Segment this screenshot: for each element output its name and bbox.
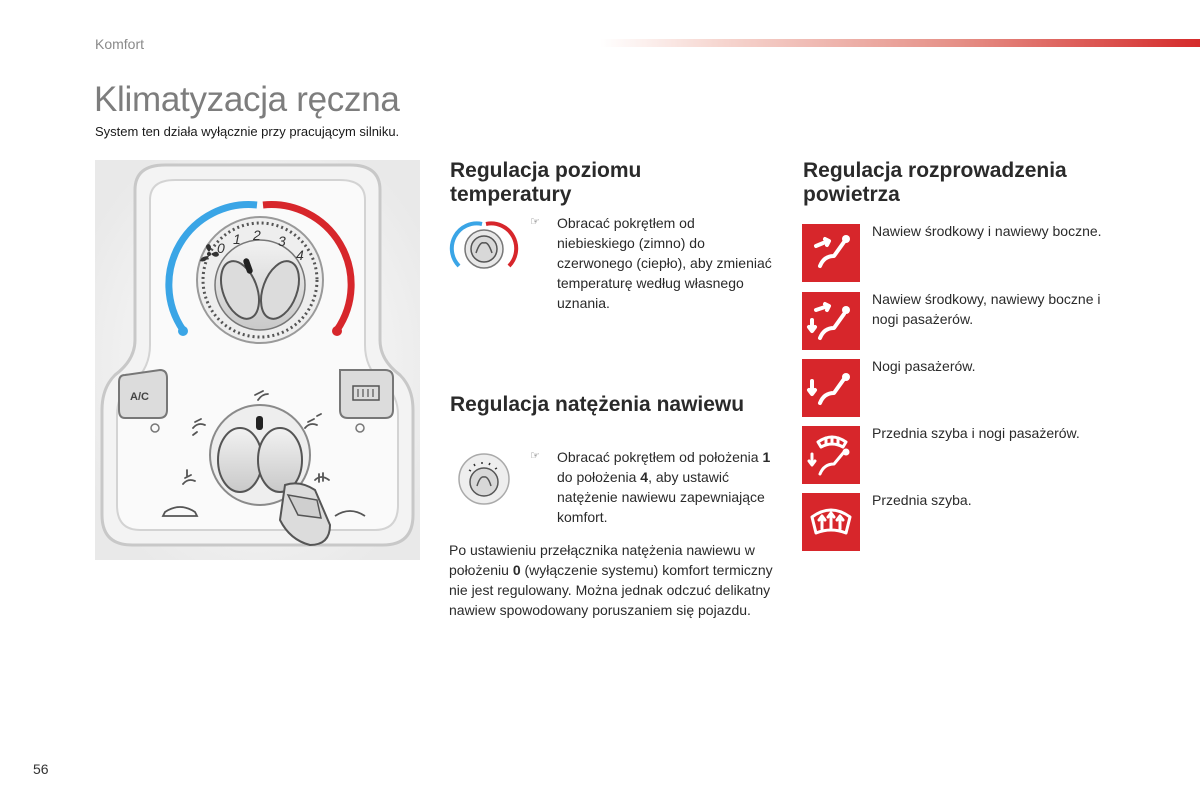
feet-vent-icon <box>802 359 860 417</box>
fan-off-note: Po ustawieniu przełącznika natężenia nawiewu w położeniu 0 (wyłączenie systemu) komfort termiczny nie jest regulowany. Można jednak odczuć delikatny nawiew spowodowany poruszaniem się pojazdu. <box>449 542 773 618</box>
distribution-mode-label: Przednia szyba i nogi pasażerów. <box>872 425 1080 441</box>
fan-speed-digit: 2 <box>253 227 261 243</box>
rear-defrost-button[interactable] <box>340 370 393 418</box>
fan-speed-instruction: Obracać pokrętłem od położenia 1 do położenia 4, aby ustawić natężenie nawiewu zapewniające komfort. <box>557 449 771 525</box>
temperature-knob-icon <box>449 220 519 274</box>
fan-speed-digit: 0 <box>217 240 225 256</box>
distribution-mode-feet <box>802 359 1162 417</box>
page-title: Klimatyzacja ręczna <box>94 80 400 119</box>
distribution-mode-label: Nawiew środkowy i nawiewy boczne. <box>872 223 1102 239</box>
fan-speed-heading: Regulacja natężenia nawiewu <box>450 393 745 416</box>
distribution-mode-label: Nogi pasażerów. <box>872 358 976 374</box>
ac-button[interactable] <box>119 370 167 418</box>
windscreen-feet-icon <box>802 426 860 484</box>
distribution-mode-windscreen-feet <box>802 426 1162 484</box>
air-distribution-heading: Regulacja rozprowadzenia powietrza <box>803 159 1067 206</box>
windscreen-demist-icon <box>802 493 860 551</box>
page-number: 56 <box>33 761 49 777</box>
bullet-icon: ☞ <box>530 450 540 462</box>
distribution-mode-face <box>802 224 1162 282</box>
temperature-heading: Regulacja poziomu temperatury <box>450 159 642 206</box>
fan-speed-digit: 3 <box>278 233 286 249</box>
fan-speed-digit: 4 <box>296 247 304 263</box>
distribution-mode-face-feet <box>802 292 1162 350</box>
climate-panel-illustration <box>95 160 420 560</box>
section-label: Komfort <box>95 36 145 52</box>
face-feet-vent-icon <box>802 292 860 350</box>
header-accent-bar <box>600 39 1200 47</box>
distribution-mode-label: Przednia szyba. <box>872 492 972 508</box>
ac-button-label: A/C <box>130 391 149 403</box>
distribution-mode-label: Nawiew środkowy, nawiewy boczne i nogi pasażerów. <box>872 291 1101 327</box>
bullet-icon: ☞ <box>530 216 540 228</box>
page-subtitle: System ten działa wyłącznie przy pracującym silniku. <box>95 124 400 139</box>
fan-speed-digit: 1 <box>233 231 241 247</box>
distribution-mode-windscreen <box>802 493 1162 551</box>
temperature-instruction: Obracać pokrętłem od niebieskiego (zimno) do czerwonego (ciepło), aby zmieniać temperaturę według własnego uznania. <box>557 215 772 311</box>
face-vent-icon <box>802 224 860 282</box>
fan-knob-icon <box>449 452 519 506</box>
